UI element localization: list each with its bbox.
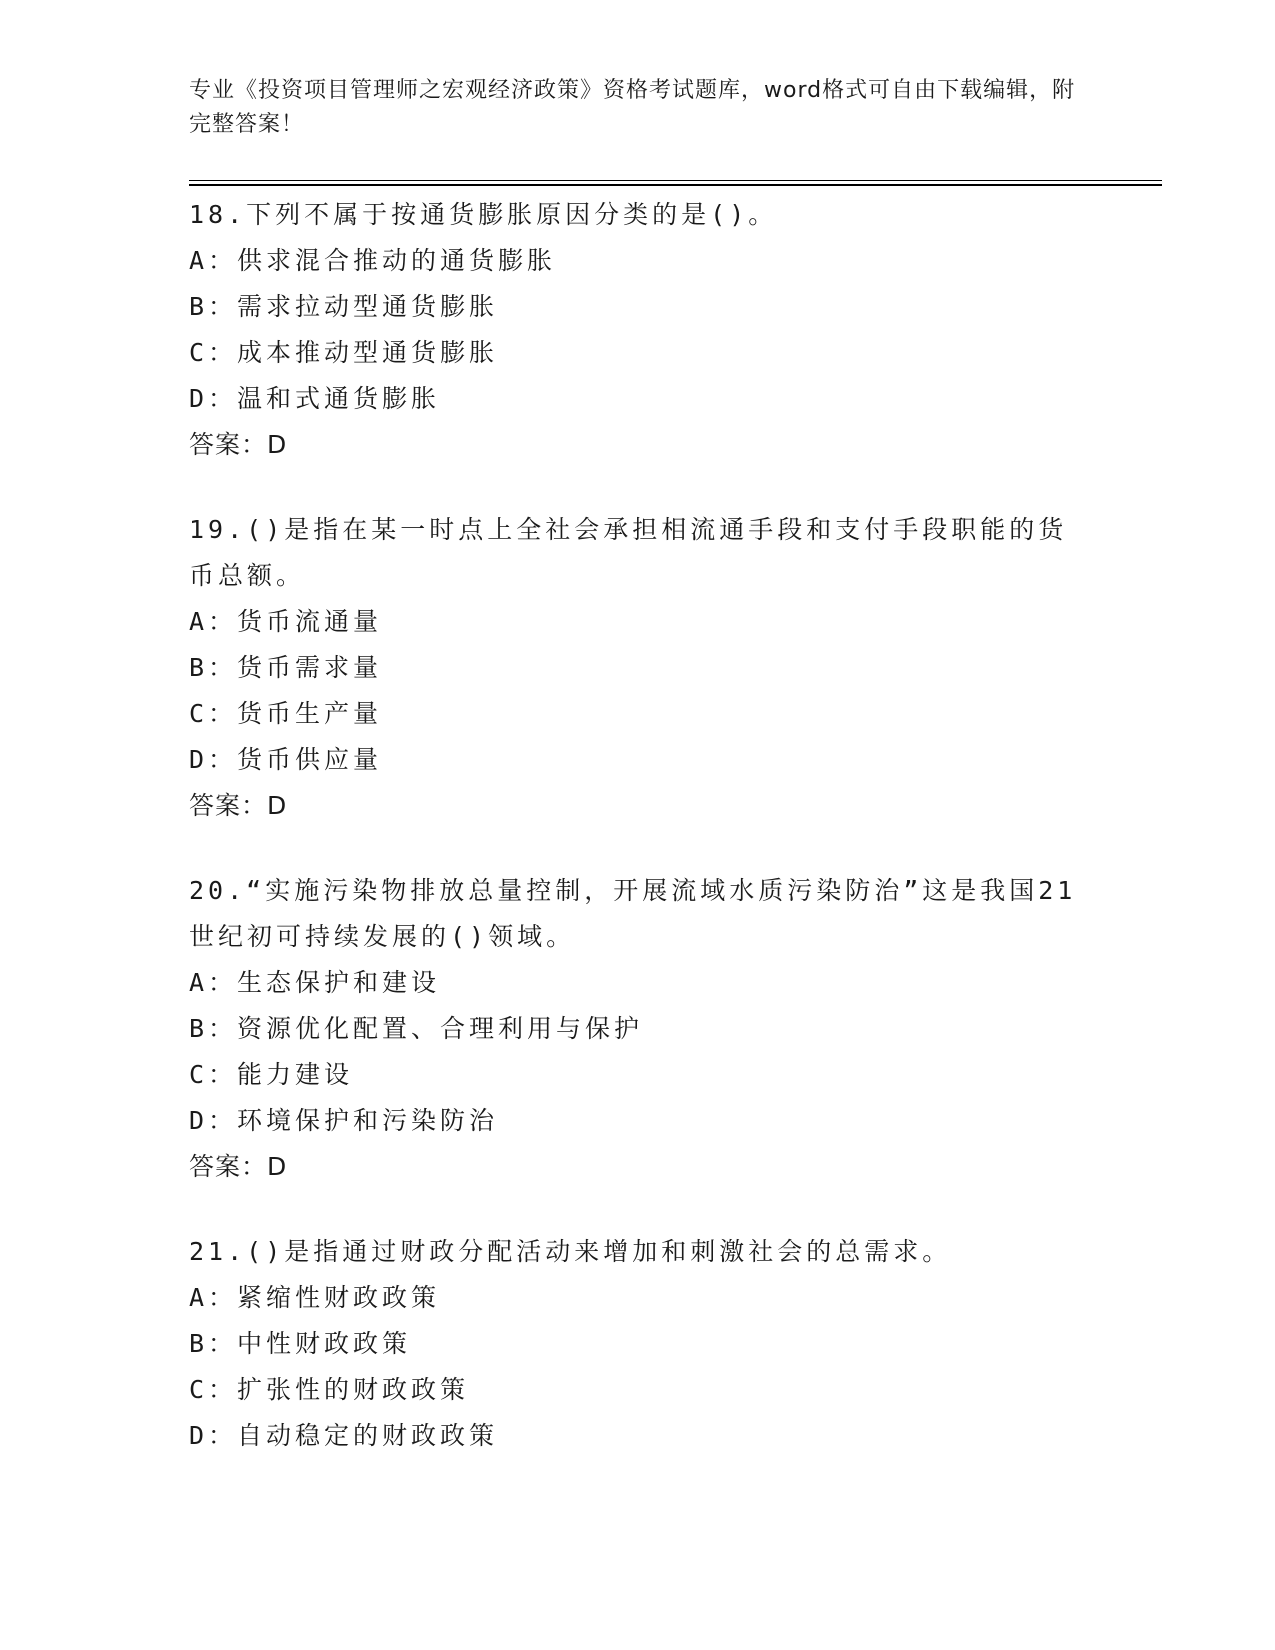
- option-d: D：货币供应量: [189, 745, 383, 774]
- option-d: D：环境保护和污染防治: [189, 1106, 499, 1135]
- question-19: [189, 507, 1089, 829]
- option-b: B：货币需求量: [189, 653, 383, 682]
- option-d: D：温和式通货膨胀: [189, 384, 441, 413]
- option-a: A：紧缩性财政政策: [189, 1283, 441, 1312]
- question-20: [189, 868, 1089, 1190]
- answer-line: 答案：D: [189, 791, 288, 820]
- option-a: A：生态保护和建设: [189, 968, 441, 997]
- question-text: 18.下列不属于按通货膨胀原因分类的是()。: [189, 200, 778, 229]
- question-text: 20.“实施污染物排放总量控制，开展流域水质污染防治”这是我国21世纪初可持续发展的()领域。: [189, 876, 1077, 951]
- option-a: A：供求混合推动的通货膨胀: [189, 246, 557, 275]
- document-header-note: 专业《投资项目管理师之宏观经济政策》资格考试题库，word格式可自由下载编辑，附完整答案！: [189, 78, 1076, 137]
- question-18: [189, 192, 1089, 468]
- option-c: C：能力建设: [189, 1060, 354, 1089]
- question-text: 19.()是指在某一时点上全社会承担相流通手段和支付手段职能的货币总额。: [189, 515, 1068, 590]
- question-21: [189, 1229, 1089, 1459]
- option-d: D：自动稳定的财政政策: [189, 1421, 499, 1450]
- option-a: A：货币流通量: [189, 607, 383, 636]
- option-b: B：需求拉动型通货膨胀: [189, 292, 499, 321]
- answer-line: 答案：D: [189, 430, 288, 459]
- header-divider-thin: [189, 180, 1162, 181]
- option-b: B：中性财政政策: [189, 1329, 412, 1358]
- option-c: C：货币生产量: [189, 699, 383, 728]
- option-b: B：资源优化配置、合理利用与保护: [189, 1014, 644, 1043]
- question-text: 21.()是指通过财政分配活动来增加和刺激社会的总需求。: [189, 1237, 952, 1266]
- option-c: C：成本推动型通货膨胀: [189, 338, 499, 367]
- question-list: [189, 192, 1089, 1498]
- header-divider-thick: [189, 184, 1162, 186]
- answer-line: 答案：D: [189, 1152, 288, 1181]
- option-c: C：扩张性的财政政策: [189, 1375, 470, 1404]
